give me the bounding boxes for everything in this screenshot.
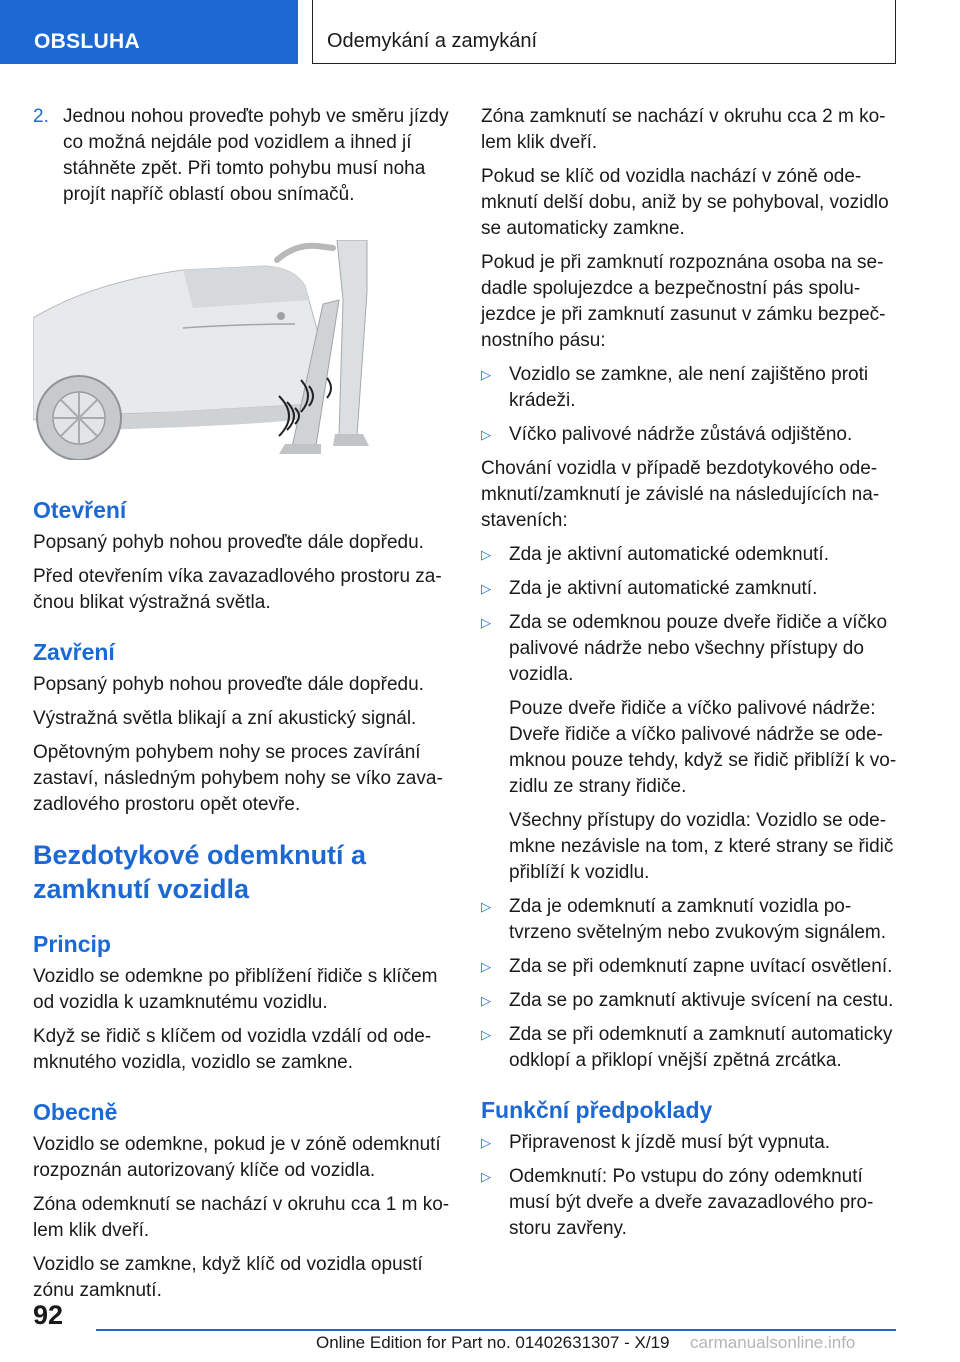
footer-edition: Online Edition for Part no. 01402631307 - X/19 <box>316 1333 670 1352</box>
list-item-text: Zda je aktivní automatické odemknutí. <box>509 544 829 565</box>
list-item <box>481 542 899 568</box>
list-item <box>481 576 899 602</box>
right-column <box>481 104 899 1250</box>
heading-close: Zavření <box>33 639 115 665</box>
list-subparagraph: Všechny přístupy do vozidla: Vozidlo se odemkne nezávisle na tom, z které strany se řidič přiblíží k vozidlu. <box>509 810 894 883</box>
triangle-bullet-icon: ▷ <box>481 959 491 974</box>
left-column <box>33 104 451 1312</box>
paragraph: Opětovným pohybem nohy se proces zavírání zastaví, následným pohybem nohy se víko zavazadlového prostoru opět otevře. <box>33 742 443 815</box>
list-item <box>481 988 899 1014</box>
paragraph: Popsaný pohyb nohou proveďte dále dopředu. <box>33 674 424 695</box>
list-item-text: Zda se při odemknutí zapne uvítací osvětlení. <box>509 956 893 977</box>
list-item <box>481 1022 899 1074</box>
heading-principle: Princip <box>33 931 111 957</box>
list-item-text: Zda se po zamknutí aktivuje svícení na cestu. <box>509 990 894 1011</box>
paragraph: Vozidlo se odemkne po přiblížení řidiče s klíčem od vozidla k uzamknutému vozidlu. <box>33 966 438 1013</box>
list-item <box>481 954 899 980</box>
paragraph: Když se řidič s klíčem od vozidla vzdálí od odemknutého vozidla, vozidlo se zamkne. <box>33 1026 432 1073</box>
chapter-title: Odemykání a zamykání <box>327 30 538 52</box>
list-item-text: Víčko palivové nádrže zůstává odjištěno. <box>509 424 853 445</box>
paragraph: Výstražná světla blikají a zní akustický signál. <box>33 708 417 729</box>
list-item <box>481 894 899 946</box>
triangle-bullet-icon: ▷ <box>481 1169 491 1184</box>
paragraph: Chování vozidla v případě bezdotykového odemknutí/zamknutí je závislé na následujících nastaveních: <box>481 458 880 531</box>
list-item <box>481 1130 899 1156</box>
triangle-bullet-icon: ▷ <box>481 1027 491 1042</box>
heading-prerequisites: Funkční předpoklady <box>481 1097 713 1123</box>
section-tab <box>0 0 298 64</box>
section-label: OBSLUHA <box>34 30 140 53</box>
list-item-text: Zda je odemknutí a zamknutí vozidla potvrzeno světelným nebo zvukovým signálem. <box>509 896 886 943</box>
list-item <box>481 610 899 688</box>
paragraph: Vozidlo se odemkne, pokud je v zóně odemknutí rozpoznán autorizovaný klíče od vozidla. <box>33 1134 441 1181</box>
list-item <box>481 1164 899 1242</box>
list-item-text: Připravenost k jízdě musí být vypnuta. <box>509 1132 831 1153</box>
heading-open: Otevření <box>33 497 127 523</box>
paragraph: Pokud je při zamknutí rozpoznána osoba na sedadle spolujezdce a bezpečnostní pás spolujezdce je při zamknutí zasunut v zámku bezpečnostního pásu: <box>481 252 886 351</box>
paragraph: Zóna zamknutí se nachází v okruhu cca 2 m kolem klik dveří. <box>481 106 886 153</box>
paragraph: Vozidlo se zamkne, když klíč od vozidla opustí zónu zamknutí. <box>33 1254 423 1301</box>
footer-divider <box>96 1329 896 1331</box>
list-item-text: Zda se při odemknutí a zamknutí automaticky odklopí a přiklopí vnější zpětná zrcátka. <box>509 1024 893 1071</box>
paragraph: Pokud se klíč od vozidla nachází v zóně odemknutí delší dobu, aniž by se pohyboval, vozidlo se automaticky zamkne. <box>481 166 889 239</box>
list-item-text: Zda je aktivní automatické zamknutí. <box>509 578 818 599</box>
step-item <box>33 104 451 208</box>
page-number: 92 <box>33 1300 64 1330</box>
triangle-bullet-icon: ▷ <box>481 615 491 630</box>
paragraph: Popsaný pohyb nohou proveďte dále dopředu. <box>33 532 424 553</box>
step-text: Jednou nohou proveďte pohyb ve směru jízdy co možná nejdále pod vozidlem a ihned jí stáhněte zpět. Při tomto pohybu musí noha projít napříč oblastí obou snímačů. <box>63 106 449 205</box>
paragraph: Zóna odemknutí se nachází v okruhu cca 1 m kolem klik dveří. <box>33 1194 450 1241</box>
step-number: 2. <box>33 106 49 127</box>
kick-sensor-illustration <box>33 240 383 460</box>
chapter-header <box>312 0 896 64</box>
triangle-bullet-icon: ▷ <box>481 427 491 442</box>
triangle-bullet-icon: ▷ <box>481 547 491 562</box>
heading-comfort-access: Bezdotykové odemknutí a zamknutí vozidla <box>33 840 367 904</box>
triangle-bullet-icon: ▷ <box>481 1135 491 1150</box>
triangle-bullet-icon: ▷ <box>481 899 491 914</box>
paragraph: Před otevřením víka zavazadlového prostoru začnou blikat výstražná světla. <box>33 566 442 613</box>
list-item-text: Odemknutí: Po vstupu do zóny odemknutí musí být dveře a dveře zavazadlového prostoru zavřeny. <box>509 1166 874 1239</box>
triangle-bullet-icon: ▷ <box>481 993 491 1008</box>
triangle-bullet-icon: ▷ <box>481 581 491 596</box>
list-item-text: Vozidlo se zamkne, ale není zajištěno proti krádeži. <box>509 364 869 411</box>
list-item-text: Zda se odemknou pouze dveře řidiče a víčko palivové nádrže nebo všechny přístupy do vozidla. <box>509 612 888 685</box>
footer-watermark: carmanualsonline.info <box>690 1333 856 1352</box>
list-subparagraph: Pouze dveře řidiče a víčko palivové nádrže: Dveře řidiče a víčko palivové nádrže se odemknou pouze tehdy, když se řidič přiblíží k vozidlu ze strany řidiče. <box>509 698 897 797</box>
heading-general: Obecně <box>33 1099 118 1125</box>
triangle-bullet-icon: ▷ <box>481 367 491 382</box>
list-item <box>481 422 899 448</box>
list-item <box>481 362 899 414</box>
